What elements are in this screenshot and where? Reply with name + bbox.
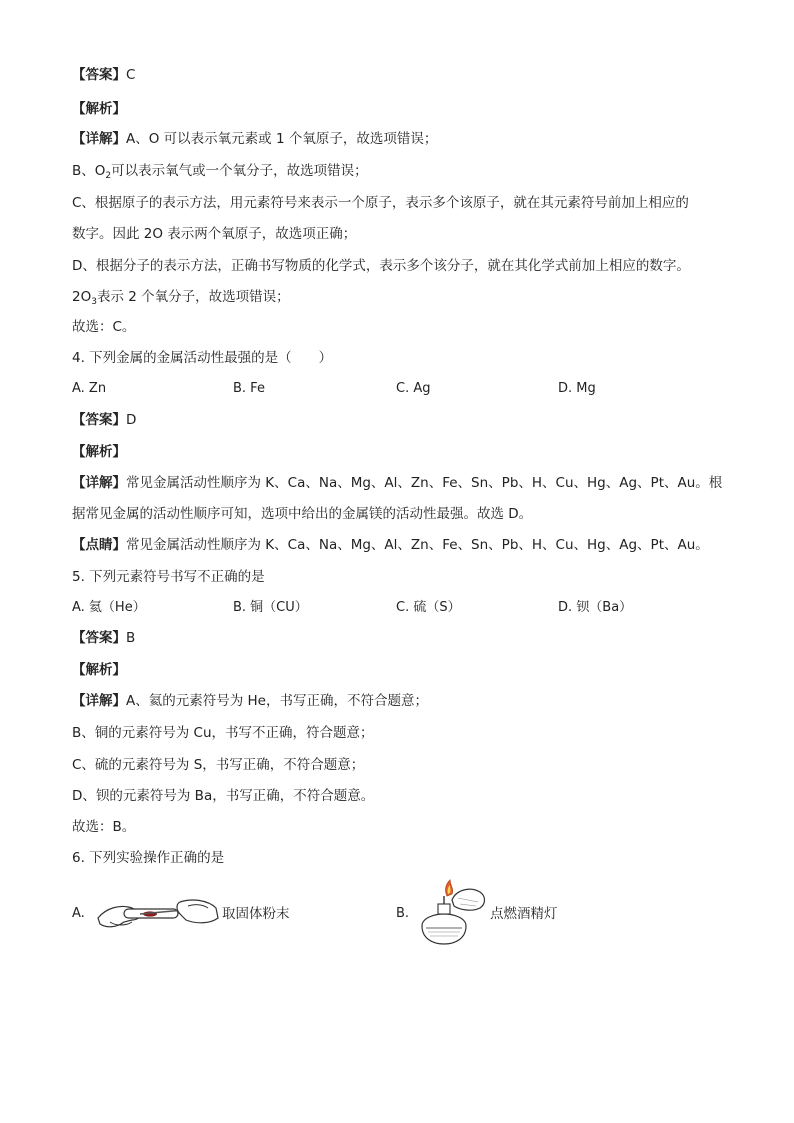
q3-detail-a: 【详解】A、O 可以表示氧元素或 1 个氧原子，故选项错误； [72, 131, 438, 147]
q5-answer: 【答案】B [72, 630, 136, 646]
q5-option-d: D. 钡（Ba） [558, 600, 633, 615]
q5-option-c: C. 硫（S） [396, 600, 461, 615]
q5-detail-d: D、钡的元素符号为 Ba，书写正确，不符合题意。 [72, 788, 375, 804]
q4-detail-1: 【详解】常见金属活动性顺序为 K、Ca、Na、Mg、Al、Zn、Fe、Sn、Pb、H、Cu、Hg、Ag、Pt、Au。根 [72, 475, 723, 491]
q5-conclusion: 故选：B。 [72, 819, 136, 835]
q5-detail-a: 【详解】A、氦的元素符号为 He，书写正确，不符合题意； [72, 693, 428, 709]
q3-answer: 【答案】C [72, 67, 136, 83]
q4-question: 4. 下列金属的金属活动性最强的是（ ） [72, 350, 333, 366]
q3-conclusion: 故选：C。 [72, 319, 136, 335]
q3-detail-d2: $2O_3$表示 2 个氧分子，故选项错误； [72, 289, 290, 307]
q6-option-b-caption: 点燃酒精灯 [490, 906, 558, 922]
q4-option-d: D. Mg [558, 381, 596, 396]
q5-analysis-label: 【解析】 [72, 662, 126, 678]
q4-option-c: C. Ag [396, 381, 431, 396]
q4-analysis-label: 【解析】 [72, 444, 126, 460]
q6-option-a-caption: 取固体粉末 [222, 906, 290, 922]
q4-answer: 【答案】D [72, 412, 137, 428]
q4-option-a: A. Zn [72, 381, 107, 396]
q4-option-b: B. Fe [233, 381, 265, 396]
q6-question: 6. 下列实验操作正确的是 [72, 850, 225, 866]
q5-option-a: A. 氦（He） [72, 600, 146, 615]
q3-analysis-label: 【解析】 [72, 101, 126, 117]
q3-detail-b: B、$O_2$可以表示氧气或一个氧分子，故选项错误； [72, 163, 368, 181]
q3-detail-c1: C、根据原子的表示方法，用元素符号来表示一个原子，表示多个该原子，就在其元素符号前加上相应的 [72, 195, 689, 211]
q3-detail-d1: D、根据分子的表示方法，正确书写物质的化学式，表示多个该分子，就在其化学式前加上相应的数字。 [72, 258, 690, 274]
q6-option-b-letter: B. [396, 906, 410, 921]
alcohol-lamp-illustration [414, 878, 490, 948]
q5-option-b: B. 铜（CU） [233, 600, 308, 615]
q4-tip: 【点睛】常见金属活动性顺序为 K、Ca、Na、Mg、Al、Zn、Fe、Sn、Pb、H、Cu、Hg、Ag、Pt、Au。 [72, 537, 709, 553]
q5-detail-b: B、铜的元素符号为 Cu，书写不正确，符合题意； [72, 725, 374, 741]
q5-question: 5. 下列元素符号书写不正确的是 [72, 569, 265, 585]
q6-option-a-letter: A. [72, 906, 85, 921]
q3-detail-c2: 数字。因此 2O 表示两个氧原子，故选项正确； [72, 226, 357, 242]
q4-detail-2: 据常见金属的活动性顺序可知，选项中给出的金属镁的活动性最强。故选 D。 [72, 506, 533, 522]
q5-detail-c: C、硫的元素符号为 S，书写正确，不符合题意； [72, 757, 365, 773]
test-tube-powder-illustration [96, 892, 220, 936]
